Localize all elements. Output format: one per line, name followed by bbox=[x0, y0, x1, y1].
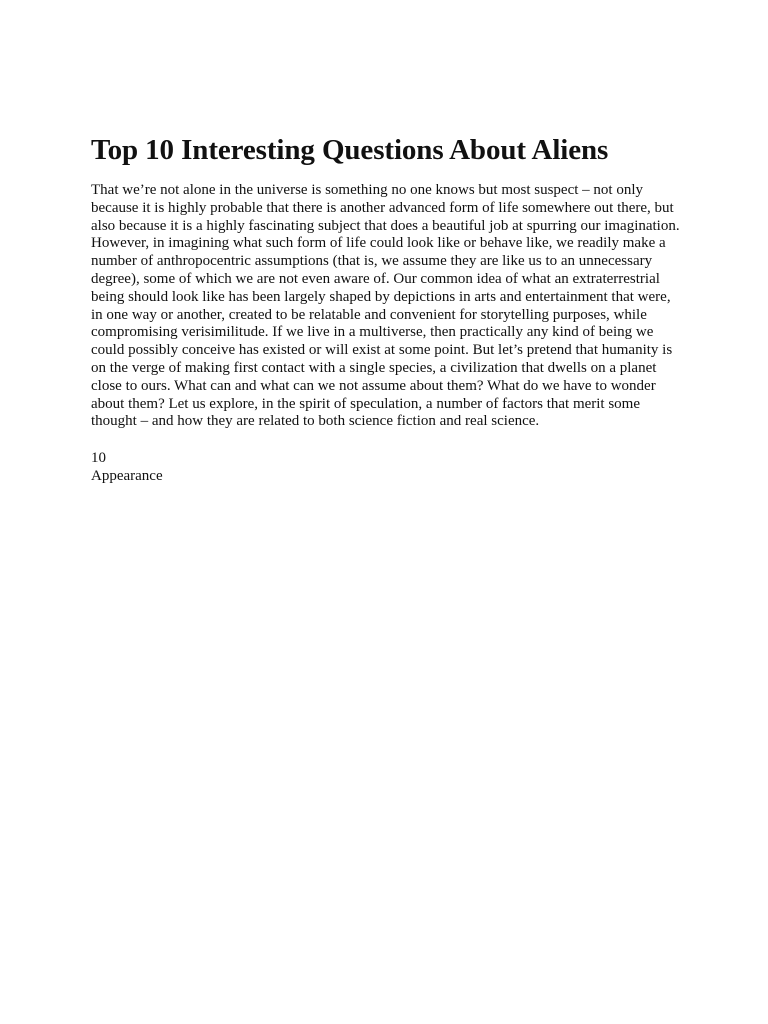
article-intro-paragraph: That we’re not alone in the universe is something no one knows but most suspect – not only because it is highly probable that there is another advanced form of life somewhere out there, but also because it is a highly fascinating subject that does a beautiful job at spurring our imagination. However, in imagining what such form of life could look like or behave like, we readily make a number of anthropocentric assumptions (that is, we assume they are like us to an unnecessary degree), some of which we are not even aware of. Our common idea of what an extraterrestrial being should look like has been largely shaped by depictions in arts and entertainment that were, in one way or another, created to be relatable and convenient for storytelling purposes, while compromising verisimilitude. If we live in a multiverse, then practically any kind of being we could possibly conceive has existed or will exist at some point. But let’s pretend that humanity is on the verge of making first contact with a single species, a civilization that dwells on a planet close to ours. What can and what can we not assume about them? What do we have to wonder about them? Let us explore, in the spirit of speculation, a number of factors that merit some thought – and how they are related to both science fiction and real science. bbox=[91, 182, 680, 430]
article-title: Top 10 Interesting Questions About Aliens bbox=[91, 134, 609, 166]
section-number: 10 bbox=[91, 450, 106, 467]
article-content bbox=[91, 132, 681, 485]
section-heading: Appearance bbox=[91, 468, 163, 485]
